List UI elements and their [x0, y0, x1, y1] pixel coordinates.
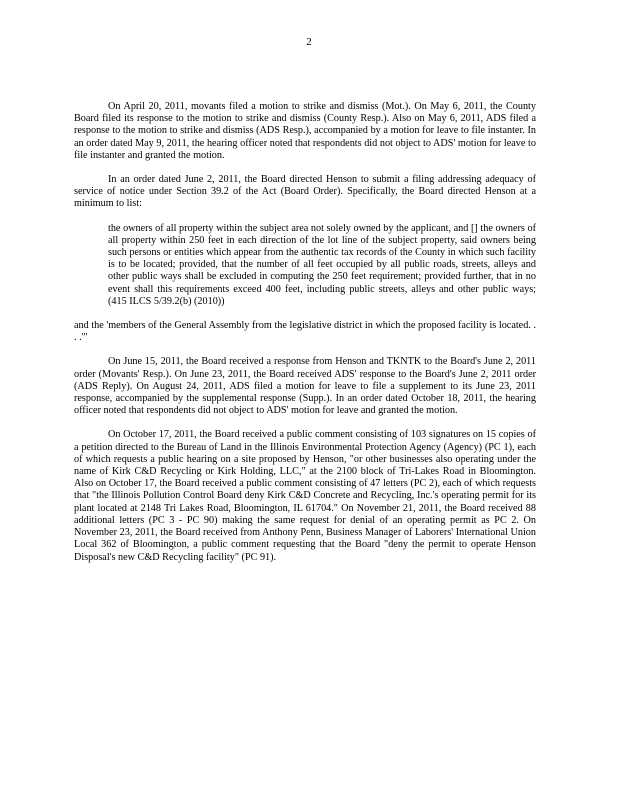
block-quote-statute: the owners of all property within the subject area not solely owned by the applicant, and [] the owners of all property within 250 feet in each direction of the lot line of the subject property, said owners being such persons or entities which appear from the authentic tax records of the County in which such facility is to be located; provided, that the number of all feet occupied by all public roads, streets, alleys and other public ways shall be excluded in computing the 250 feet requirement; provided further, that in no event shall this requirements exceed 400 feet, including public streets, alleys and other public ways; (415 ILCS 5/39.2(b) (2010)) — [108, 222, 536, 307]
paragraph-board-order: In an order dated June 2, 2011, the Board directed Henson to submit a filing addressing adequacy of service of notice under Section 39.2 of the Act (Board Order). Specifically, the Board directed Henson at a minimum to list: — [74, 174, 536, 210]
paragraph-quote-continuation: and the 'members of the General Assembly from the legislative district in which the proposed facility is located. . . .'" — [74, 320, 536, 344]
paragraph-motion-to-strike: On April 20, 2011, movants filed a motion to strike and dismiss (Mot.). On May 6, 2011, the County Board filed its response to the motion to strike and dismiss (County Resp.). Also on May 6, 2011, ADS filed a response to the motion to strike and dismiss (ADS Resp.), accompanied by a motion for leave to file instanter. In an order dated May 9, 2011, the hearing officer noted that respondents did not object to ADS' motion for leave to file instanter and granted the motion. — [74, 101, 536, 161]
paragraph-responses: On June 15, 2011, the Board received a response from Henson and TKNTK to the Board's June 2, 2011 order (Movants' Resp.). On June 23, 2011, the Board received ADS' response to the Board's June 2, 2011 order (ADS Reply). On August 24, 2011, ADS filed a motion for leave to file a supplement to its June 23, 2011 response, accompanied by the supplemental response (Supp.). In an order dated October 18, 2011, the hearing officer noted that respondents did not object to ADS' motion for leave and granted the motion. — [74, 356, 536, 417]
body-text — [74, 101, 536, 576]
paragraph-public-comments: On October 17, 2011, the Board received a public comment consisting of 103 signatures on 15 copies of a petition directed to the Bureau of Land in the Illinois Environmental Protection Agency (Agency) (PC 1), each of which requests a public hearing on a site proposed by Henson, "or other businesses also operating under the name of Kirk C&D Recycling or Kirk Holding, LLC," at the 2100 block of Tri-Lakes Road in Bloomington. Also on October 17, the Board received a public comment consisting of 47 letters (PC 2), each of which requests that "the Illinois Pollution Control Board deny Kirk C&D Concrete and Recycling, Inc.'s operating permit for its plant located at 2148 Tri Lakes Road, Bloomington, IL 61704." On November 21, 2011, the Board received 88 additional letters (PC 3 - PC 90) making the same request for denial of an operating permit as PC 2. On November 23, 2011, the Board received from Anthony Penn, Business Manager of Laborers' International Union Local 362 of Bloomington, a public comment requesting that the Board "deny the permit to operate Henson Disposal's new C&D Recycling facility" (PC 91). — [74, 429, 536, 563]
page-number: 2 — [306, 36, 312, 48]
